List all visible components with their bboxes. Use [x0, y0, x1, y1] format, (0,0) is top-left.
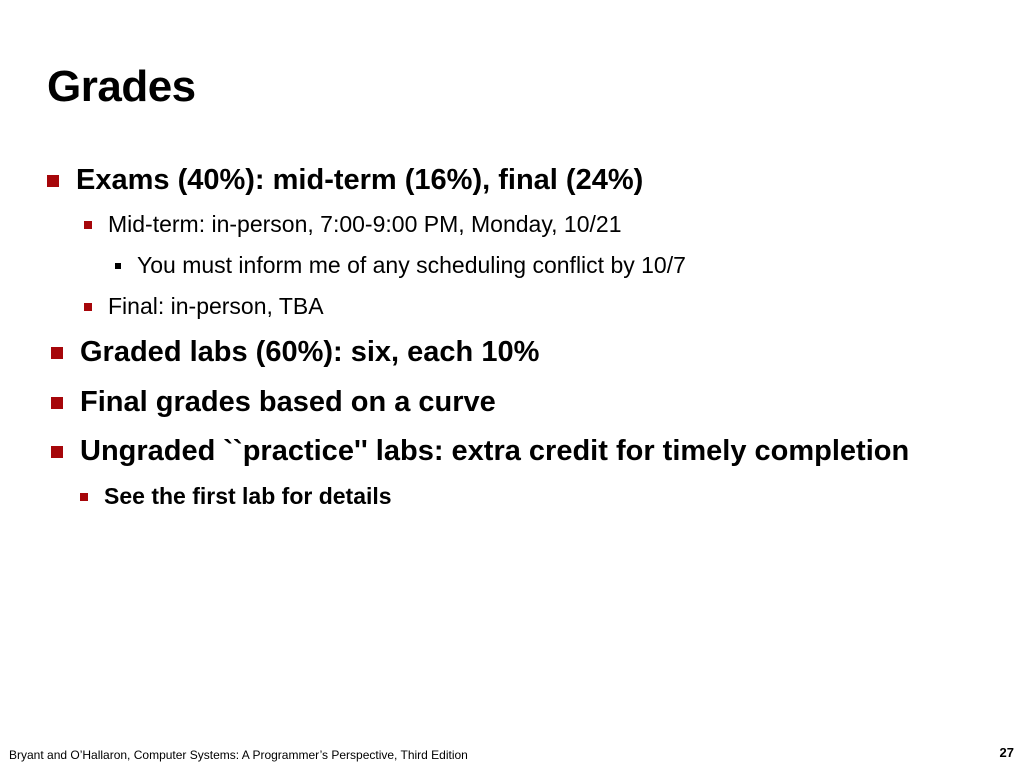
square-bullet-icon [47, 175, 59, 187]
bullet-final [84, 293, 324, 320]
bullet-text: Exams (40%): mid-term (16%), final (24%) [76, 164, 644, 196]
bullet-text: See the first lab for details [104, 483, 392, 509]
square-bullet-icon [51, 397, 63, 409]
bullet-midterm [84, 211, 621, 238]
bullet-graded-labs [51, 336, 539, 369]
square-bullet-icon [84, 221, 92, 229]
bullet-text: Final grades based on a curve [80, 386, 496, 418]
square-bullet-icon [51, 446, 63, 458]
square-bullet-icon [115, 263, 121, 269]
bullet-final-grades [51, 386, 496, 419]
square-bullet-icon [84, 303, 92, 311]
page-number: 27 [999, 745, 1014, 760]
bullet-text: Graded labs (60%): six, each 10% [80, 336, 540, 368]
bullet-see-first-lab [80, 483, 392, 510]
bullet-text: Mid-term: in-person, 7:00-9:00 PM, Monday, 10/21 [108, 211, 622, 237]
bullet-text: Ungraded ``practice'' labs: extra credit for timely completion [80, 435, 910, 467]
footer-citation: Bryant and O’Hallaron, Computer Systems: A Programmer’s Perspective, Third Edition [9, 748, 468, 762]
slide-title: Grades [47, 62, 196, 111]
bullet-ungraded-labs [51, 435, 909, 468]
square-bullet-icon [51, 347, 63, 359]
bullet-text: Final: in-person, TBA [108, 293, 324, 319]
bullet-text: You must inform me of any scheduling conflict by 10/7 [137, 252, 686, 278]
square-bullet-icon [80, 493, 88, 501]
bullet-scheduling-conflict [115, 252, 686, 279]
bullet-exams [47, 164, 643, 197]
